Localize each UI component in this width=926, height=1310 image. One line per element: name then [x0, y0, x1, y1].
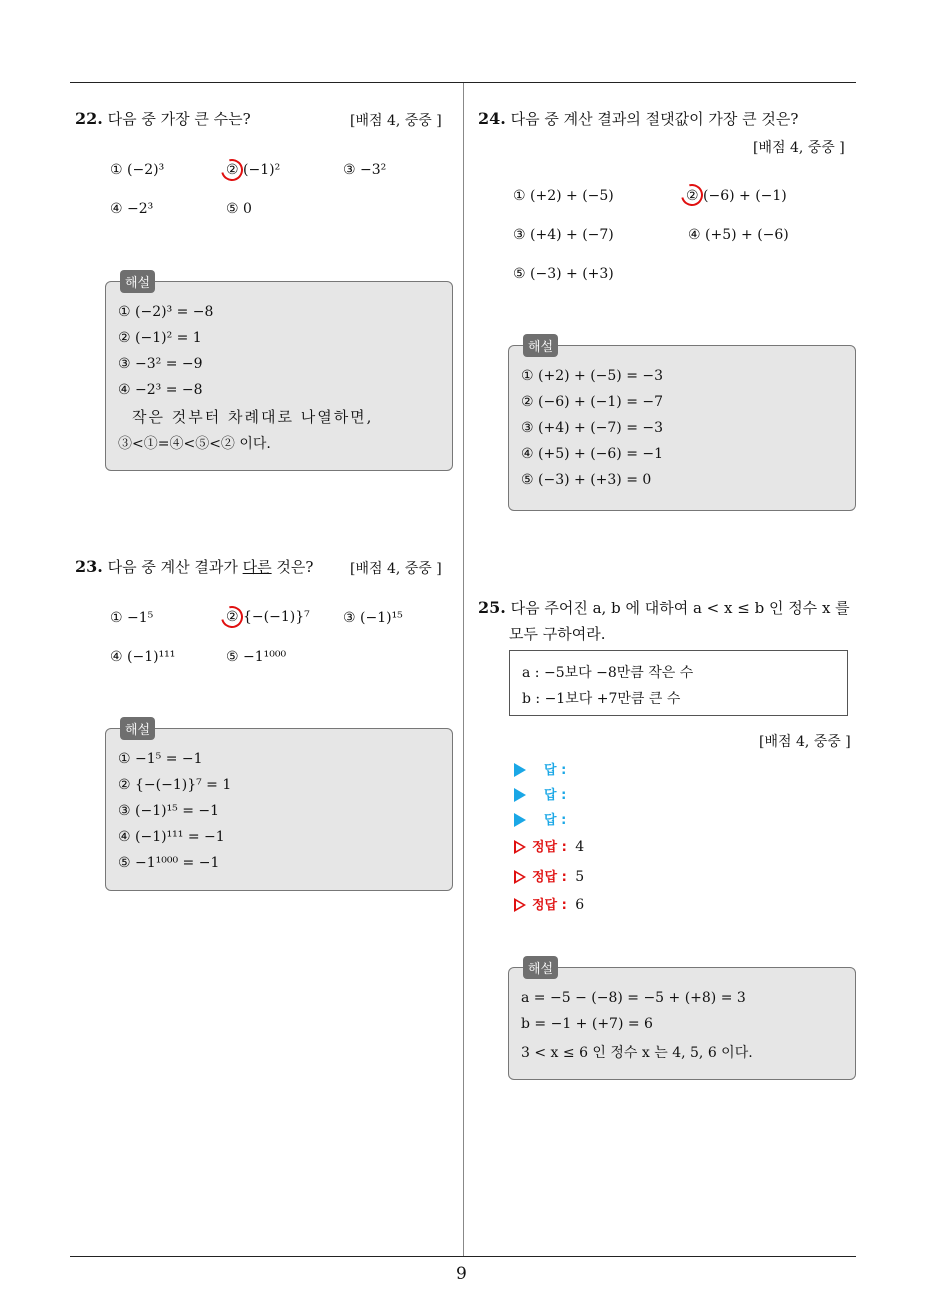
option-4[interactable]: ④ (−1)¹¹¹: [110, 649, 176, 665]
question-25-title: [478, 597, 850, 618]
bottom-rule: [70, 1256, 856, 1257]
question-points: [배점 4, 중중 ]: [350, 561, 442, 577]
answer-field[interactable]: [514, 784, 566, 803]
solution-label: 해설: [120, 270, 155, 293]
option-1[interactable]: ① (−2)³: [110, 162, 165, 178]
option-5[interactable]: ⑤ 0: [226, 201, 252, 217]
answer-label: 답 :: [544, 813, 567, 828]
answer-label: 답 :: [544, 763, 567, 778]
answer-arrow-icon: [514, 763, 526, 777]
solution-line: ⑤ −1¹⁰⁰⁰ = −1: [118, 855, 220, 871]
correct-answer: [514, 866, 584, 885]
question-number: 25.: [478, 598, 506, 617]
solution-line: a = −5 − (−8) = −5 + (+8) = 3: [521, 990, 746, 1006]
solution-label: 해설: [523, 956, 558, 979]
solution-line: ④ (−1)¹¹¹ = −1: [118, 829, 225, 845]
question-number: 24.: [478, 109, 506, 128]
answer-label: 답 :: [544, 788, 567, 803]
question-points: [배점 4, 중중 ]: [350, 113, 442, 129]
solution-line: ① −1⁵ = −1: [118, 751, 203, 767]
solution-line: b = −1 + (+7) = 6: [521, 1016, 653, 1032]
option-3[interactable]: ③ (+4) + (−7): [513, 227, 614, 243]
solution-line: ① (−2)³ = −8: [118, 304, 214, 320]
correct-value: 5: [575, 869, 585, 885]
correct-answer: [514, 836, 584, 855]
option-3[interactable]: ③ (−1)¹⁵: [343, 610, 403, 626]
question-text: 다음 주어진 a, b 에 대하여 a < x ≤ b 인 정수 x 를: [510, 599, 850, 617]
solution-line: ③ (−1)¹⁵ = −1: [118, 803, 220, 819]
solution-label: 해설: [523, 334, 558, 357]
correct-arrow-icon: [514, 898, 526, 912]
question-text: 모두 구하여라.: [509, 625, 606, 643]
question-23-title: [75, 556, 313, 577]
question-24-title: [478, 108, 798, 129]
solution-line: 3 < x ≤ 6 인 정수 x 는 4, 5, 6 이다.: [521, 1045, 753, 1061]
solution-box: [508, 962, 856, 1080]
given-b: b : −1보다 +7만큼 큰 수: [522, 691, 681, 707]
correct-arrow-icon: [514, 840, 526, 854]
option-2[interactable]: ② (−1)²: [226, 162, 281, 178]
answer-field[interactable]: [514, 809, 566, 828]
question-points: [배점 4, 중중 ]: [759, 734, 851, 750]
option-5[interactable]: ⑤ (−3) + (+3): [513, 266, 614, 282]
given-conditions-box: [509, 650, 848, 716]
solution-line: ② (−6) + (−1) = −7: [521, 394, 664, 410]
solution-line: 작은 것부터 차례대로 나열하면,: [132, 408, 374, 426]
solution-line: ③<①=④<⑤<② 이다.: [118, 436, 271, 452]
correct-label: 정답 :: [532, 870, 567, 885]
answer-arrow-icon: [514, 788, 526, 802]
question-text: 다음 중 계산 결과의 절댓값이 가장 큰 것은?: [510, 110, 799, 128]
option-1[interactable]: ① (+2) + (−5): [513, 188, 614, 204]
option-4[interactable]: ④ (+5) + (−6): [688, 227, 789, 243]
solution-line: ③ −3² = −9: [118, 356, 203, 372]
solution-line: ① (+2) + (−5) = −3: [521, 368, 664, 384]
correct-value: 6: [575, 897, 585, 913]
correct-arrow-icon: [514, 870, 526, 884]
solution-line: ④ −2³ = −8: [118, 382, 203, 398]
solution-line: ④ (+5) + (−6) = −1: [521, 446, 664, 462]
question-number: 23.: [75, 557, 103, 576]
question-number: 22.: [75, 109, 103, 128]
solution-line: ③ (+4) + (−7) = −3: [521, 420, 664, 436]
correct-value: 4: [575, 839, 585, 855]
page-number: 9: [456, 1264, 467, 1284]
solution-line: ② {−(−1)}⁷ = 1: [118, 777, 232, 793]
correct-label: 정답 :: [532, 898, 567, 913]
answer-field[interactable]: [514, 759, 566, 778]
solution-box: [105, 276, 453, 471]
solution-label: 해설: [120, 717, 155, 740]
question-text: 다음 중 가장 큰 수는?: [107, 110, 251, 128]
option-1[interactable]: ① −1⁵: [110, 610, 154, 626]
correct-label: 정답 :: [532, 840, 567, 855]
column-divider: [463, 83, 464, 1257]
question-points: [배점 4, 중중 ]: [753, 140, 845, 156]
question-text-emphasis: 다른: [242, 558, 272, 576]
option-4[interactable]: ④ −2³: [110, 201, 154, 217]
option-2[interactable]: ② (−6) + (−1): [686, 188, 787, 204]
question-22-title: [75, 108, 251, 129]
correct-answer: [514, 894, 584, 913]
option-3[interactable]: ③ −3²: [343, 162, 387, 178]
solution-line: ⑤ (−3) + (+3) = 0: [521, 472, 652, 488]
option-5[interactable]: ⑤ −1¹⁰⁰⁰: [226, 649, 287, 665]
solution-box: [508, 340, 856, 511]
answer-arrow-icon: [514, 813, 526, 827]
question-text: 것은?: [271, 558, 314, 576]
option-2[interactable]: ② {−(−1)}⁷: [226, 609, 310, 625]
solution-box: [105, 723, 453, 891]
question-text: 다음 중 계산 결과가: [107, 558, 243, 576]
solution-line: ② (−1)² = 1: [118, 330, 202, 346]
given-a: a : −5보다 −8만큼 작은 수: [522, 665, 694, 681]
